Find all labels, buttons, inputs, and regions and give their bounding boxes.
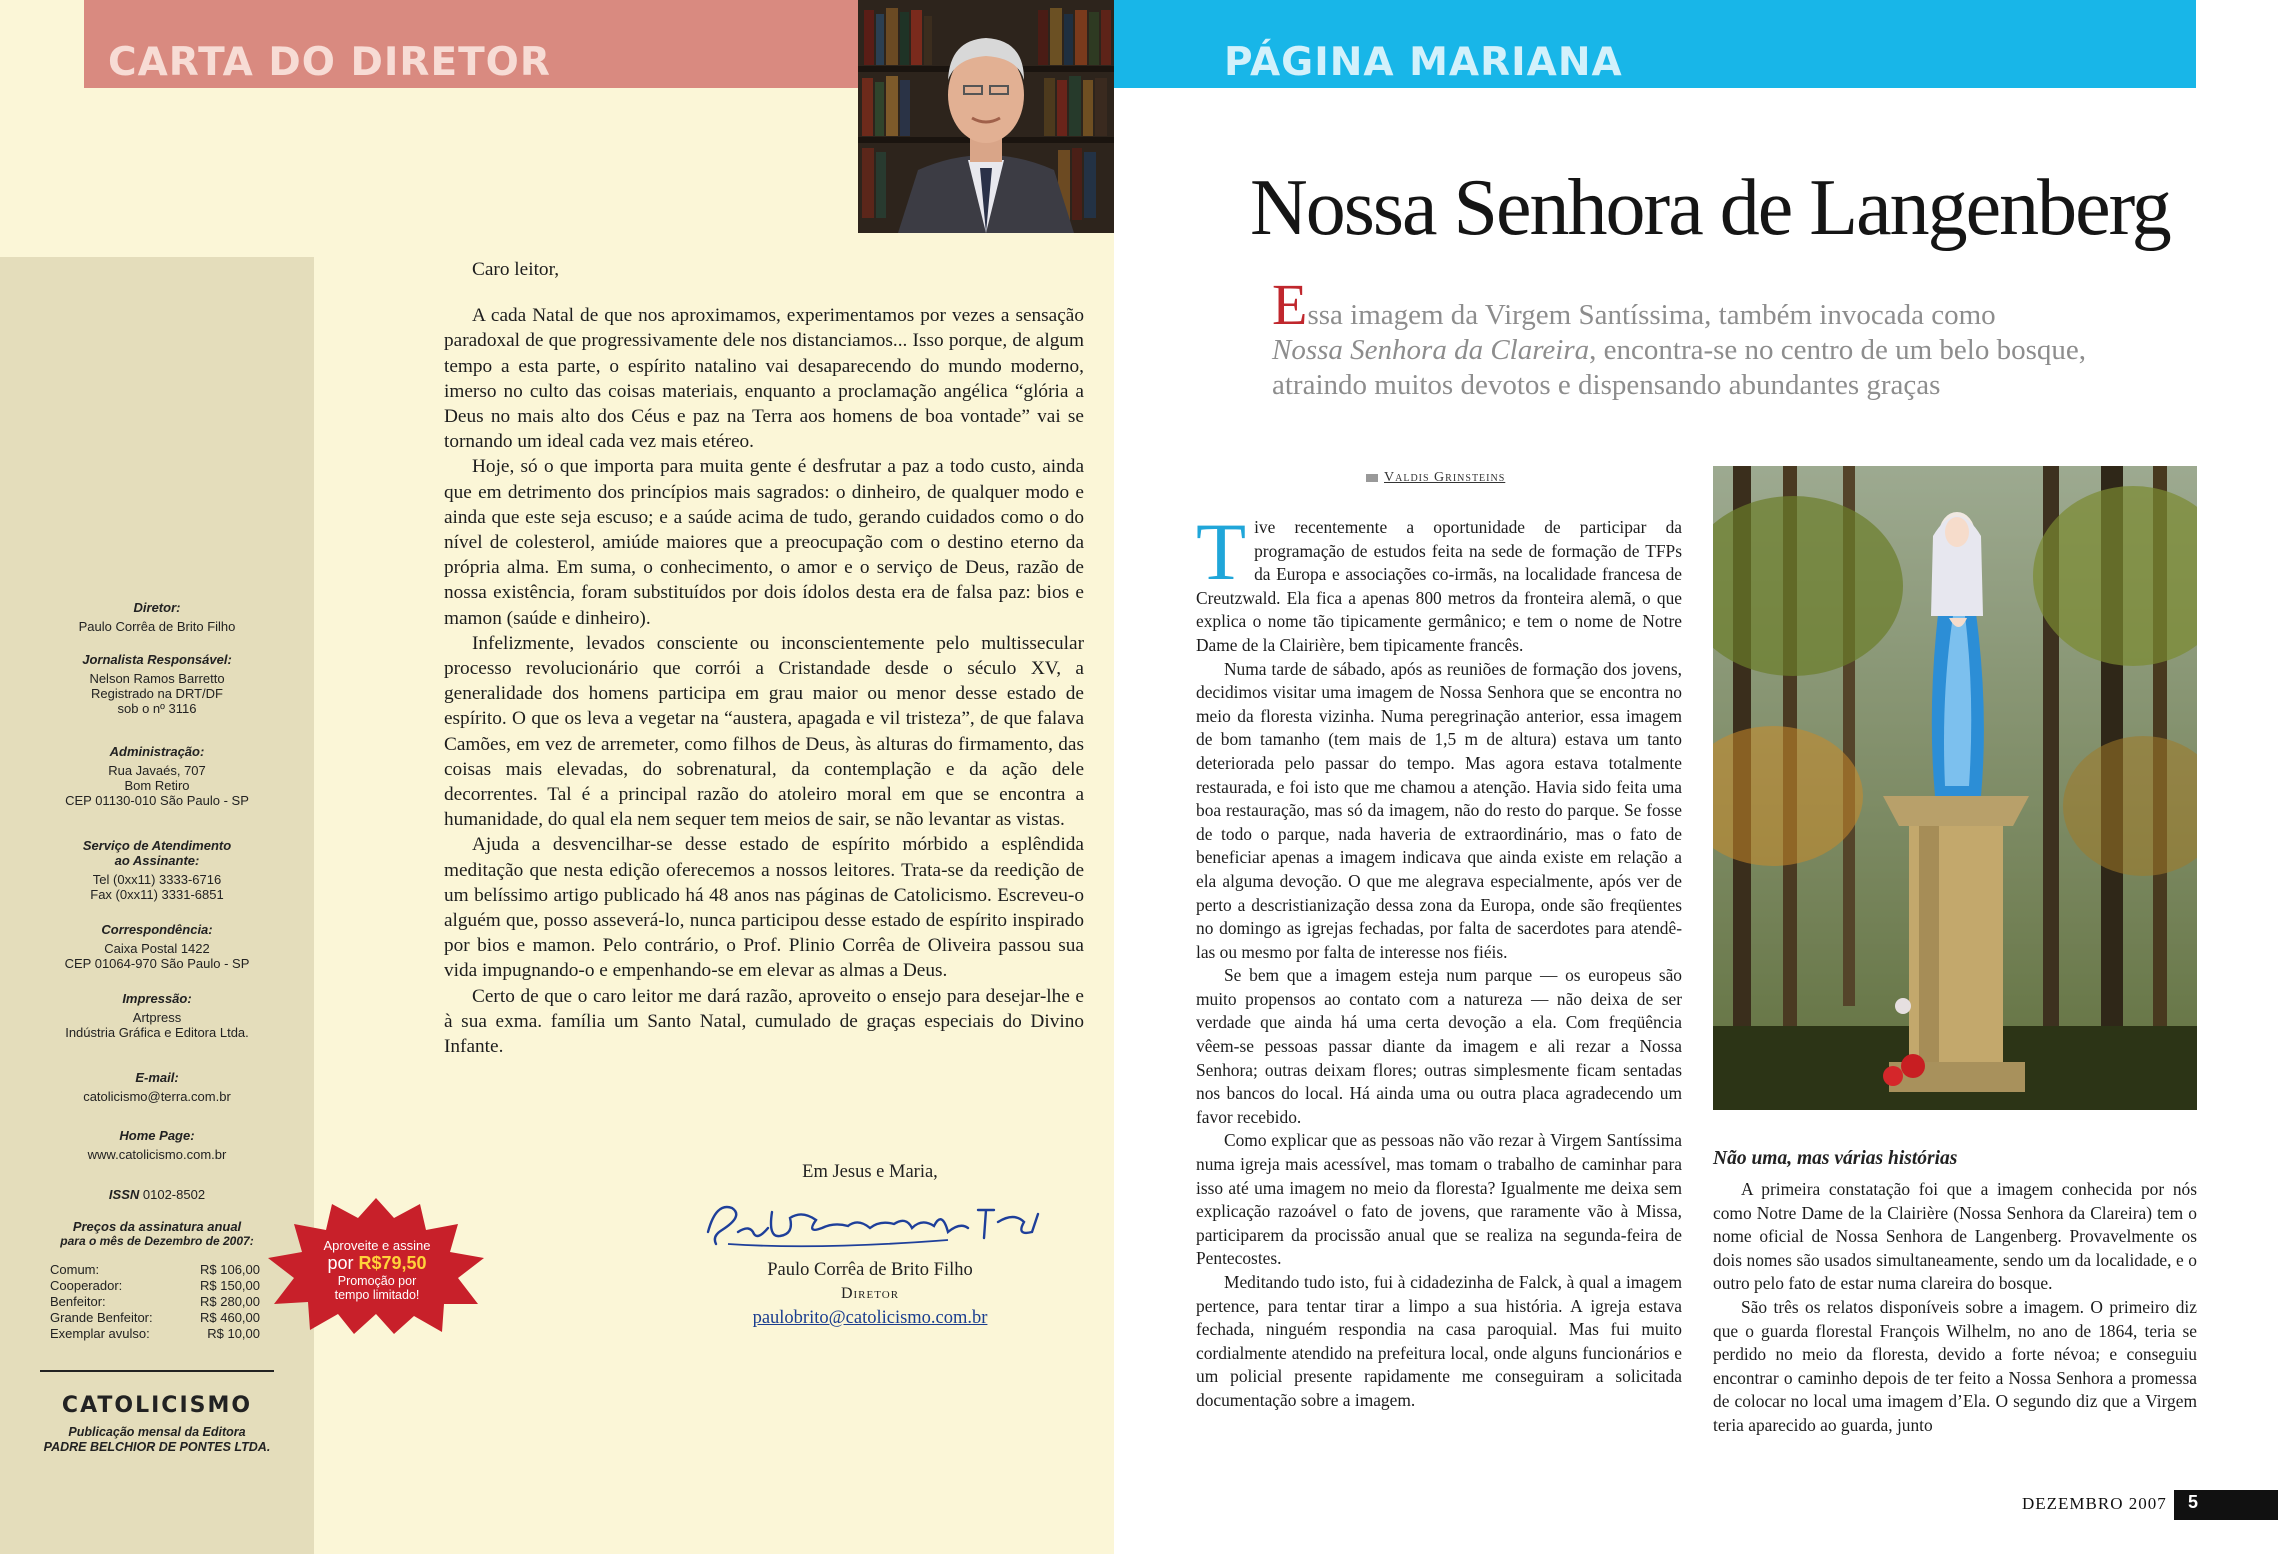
author-name: Valdis Grinsteins <box>1384 470 1506 485</box>
admin-line: CEP 01130-010 São Paulo - SP <box>65 793 249 808</box>
article-title: Nossa Senhora de Langenberg <box>1250 164 2170 252</box>
admin-line: Rua Javaés, 707 <box>108 763 206 778</box>
signer-name: Paulo Corrêa de Brito Filho <box>767 1260 973 1280</box>
administracao-label: Administração: <box>109 744 205 759</box>
corresp-line: Caixa Postal 1422 <box>104 941 210 956</box>
price-row: Benfeitor: R$ 280,00 <box>50 1294 260 1309</box>
price-row: Grande Benfeitor: R$ 460,00 <box>50 1310 260 1325</box>
promo-price: R$79,50 <box>358 1253 427 1273</box>
section-title-carta: CARTA DO DIRETOR <box>108 40 551 85</box>
masthead-servico <box>0 838 314 902</box>
jornalista-line: sob o nº 3116 <box>117 701 197 716</box>
signer-title: Diretor <box>840 1285 900 1302</box>
impressao-label: Impressão: <box>122 991 192 1006</box>
article-column-1 <box>1196 506 1682 1413</box>
section-title-mariana: PÁGINA MARIANA <box>1224 40 1623 85</box>
jornalista-line: Nelson Ramos Barretto <box>89 671 225 686</box>
price-row: Exemplar avulso: R$ 10,00 <box>50 1326 260 1341</box>
promo-line: Promoção por <box>337 1274 417 1288</box>
jornalista-line: Registrado na DRT/DF <box>91 686 223 701</box>
promo-price-line: por R$79,50 <box>327 1253 427 1273</box>
lead-italic: Nossa Senhora da Clareira <box>1272 334 1590 366</box>
masthead-jornalista <box>0 652 314 716</box>
masthead-email <box>0 1070 314 1104</box>
corresp-line: CEP 01064-970 São Paulo - SP <box>64 956 250 971</box>
letter-closing: Em Jesus e Maria, <box>802 1162 938 1182</box>
letter-paragraph: Hoje, só o que importa para muita gente é desfrutar a paz a todo custo, ainda que em detrimento dos princípios mais sagrados: o dinheiro, de qualquer modo e ainda que este seja escuso; e a saúde acima de tudo, gerando cuidados como o do nível de colesterol, amiúde maiores que a preocupação com o destino eterno da própria alma. Em suma, o conhecimento, o amor e o serviço de Deus, razão de nossa existência, foram substituídos por dois ídolos desta era de falsa paz: bios e mamon (saúde e dinheiro). <box>444 456 1084 629</box>
precos-label: para o mês de Dezembro de 2007: <box>60 1234 254 1248</box>
email-label: E-mail: <box>135 1070 179 1085</box>
article-subhead: Não uma, mas várias histórias <box>1713 1148 1958 1169</box>
price-table <box>50 1262 260 1342</box>
letter-signer <box>700 1258 1040 1330</box>
issn-value: 0102-8502 <box>142 1187 206 1202</box>
statue-photo <box>1713 466 2197 1110</box>
article-byline <box>1366 470 1505 486</box>
email-address: catolicismo@terra.com.br <box>83 1089 231 1104</box>
article-paragraph: São três os relatos disponíveis sobre a imagem. O primeiro diz que o guarda florestal François Wilhelm, no ano de 1864, teria se perdido no meio da floresta, devido a forte névoa; e conseguiu encontrar o caminho depois de ter feito a Nossa Senhora a promessa de colocar no local uma imagem d’Ela. O segundo diz que a Virgem teria aparecido ao guarda, junto <box>1713 1296 2197 1435</box>
letter-paragraph: Certo de que o caro leitor me dará razão, aproveito o ensejo para desejar-lhe e à sua exma. família um Santo Natal, cumulado de graças especiais do Divino Infante. <box>444 985 1084 1058</box>
letter-paragraph: Infelizmente, levados consciente ou inconscientemente pelo multissecular processo revolucionário que corrói a Cristandade desde o século XV, a generalidade dos homens participa em grau maior ou menor desse estado de espírito. O que os leva a vegetar na “austera, apagada e vil tristeza”, de que falava Camões, em vez de arremeter, como filhos de Deus, às alturas do firmamento, das coisas mais elevadas, do sobrenatural, da contemplação e da ação dele decorrentes. Tal é a principal razão do atoleiro moral em que se encontra a humanidade, do qual ela nem sequer tem meios de sair, se não levantar as vistas. <box>444 632 1084 831</box>
article-paragraph: Numa tarde de sábado, após as reuniões de formação dos jovens, decidimos visitar uma imagem de Nossa Senhora que se encontra no meio da floresta vizinha. Numa peregrinação anterior, essa imagem de bom tamanho (tem mais de 1,5 m de altura) estava um tanto deteriorada pelo passar do tempo. Mas agora estava totalmente restaurada, e foi isto que me chamou a atenção. Havia sido feita uma boa restauração, mas só da imagem, não do resto do parque. Se fosse de todo o parque, nada haveria de extraordinário, mas o fato de beneficiar apenas a imagem indicava que ainda existe em relação a ela alguma devoção. O que me alegrava especialmente, após ver de perto a descristianização dessa zona da Europa, onde são freqüentes no domingo as igrejas fechadas, por falta de sacerdotes para atendê-las ou mesmo por falta de interesse nos fiéis. <box>1196 658 1682 962</box>
letter-paragraph: Ajuda a desvencilhar-se desse estado de espírito mórbido a esplêndida meditação que nesta edição oferecemos a nossos leitores. Trata-se da reedição de um belíssimo artigo publicado há 48 anos nas páginas de Catolicismo. Escreveu-o alguém que, posso asseverá-lo, nunca participou desse estado de espírito inspirado por bios e mamon. Pelo contrário, o Prof. Plinio Corrêa de Oliveira passou sua vida impugnando-o e empenhando-se em elevar as almas a Deus. <box>444 834 1084 982</box>
admin-line: Bom Retiro <box>124 778 190 793</box>
servico-label: ao Assinante: <box>114 853 200 868</box>
masthead-correspondencia <box>0 922 314 971</box>
masthead-diretor <box>0 600 314 634</box>
homepage-label: Home Page: <box>119 1128 195 1143</box>
masthead-sidebar <box>0 257 314 1554</box>
issn-label: ISSN <box>108 1187 140 1202</box>
promo-text[interactable] <box>302 1238 452 1302</box>
servico-fax: Fax (0xx11) 3331-6851 <box>90 887 224 902</box>
diretor-name: Paulo Corrêa de Brito Filho <box>78 619 236 634</box>
correspondencia-label: Correspondência: <box>101 922 213 937</box>
publisher-line: Publicação mensal da Editora PADRE BELCHIOR DE PONTES LTDA. <box>43 1425 271 1454</box>
price-row: Cooperador: R$ 150,00 <box>50 1278 260 1293</box>
letter-greeting: Caro leitor, <box>472 259 560 280</box>
precos-label: Preços da assinatura anual <box>72 1219 242 1234</box>
handwritten-signature <box>698 1188 1048 1260</box>
article-paragraph: Como explicar que as pessoas não vão rezar à Virgem Santíssima numa igreja mais acessível, mas tomam o trabalho de caminhar para isso até uma imagem no meio da floresta? Igualmente me deixa sem explicação razoável o fato de jovens, que raramente vão à Missa, participarem da procissão anual que se realiza na segunda-feira de Pentecostes. <box>1196 1130 1682 1269</box>
promo-line: Aproveite e assine <box>323 1238 431 1253</box>
director-letter <box>444 257 1084 1059</box>
article-lead: Essa imagem da Virgem Santíssima, também invocada como Nossa Senhora da Clareira, encontra-se no centro de um belo bosque, atraindo muitos devotos e dispensando abundantes graças <box>1272 272 2087 401</box>
footer-issue-date: DEZEMBRO 2007 <box>2022 1494 2167 1513</box>
servico-phone: Tel (0xx11) 3333-6716 <box>92 872 222 887</box>
article-paragraph: Se bem que a imagem esteja num parque — os europeus são muito propensos ao contato com a natureza — não deixa de ser verdade que ainda há uma certa devoção a ela. Com freqüência vêem-se pessoas passar diante da imagem e ali rezar a Nossa Senhora; outras deixam flores; outras simplesmente ficam sentadas nos bancos do local. Há ainda uma ou outra placa agradecendo um favor recebido. <box>1196 965 1682 1127</box>
article-dropcap: T <box>1196 506 1247 597</box>
article-paragraph: A primeira constatação foi que a imagem conhecida por nós como Notre Dame de la Clairière (Nossa Senhora da Clareira) tem o nome oficial de Nossa Senhora de Langenberg. Provavelmente os dois nomes são usados simultaneamente, sendo um da localidade, e o outro pelo fato de estar numa clareira do bosque. <box>1713 1179 2197 1294</box>
servico-label: Serviço de Atendimento <box>82 838 232 853</box>
magazine-brand: CATOLICISMO <box>61 1393 253 1418</box>
promo-line: tempo limitado! <box>334 1288 420 1302</box>
signer-email-link[interactable]: paulobrito@catolicismo.com.br <box>752 1308 988 1328</box>
article-paragraph: Tive recentemente a oportunidade de participar da programação de estudos feita na sede de formação de TFPs da Europa e associações co-irmãs, na localidade francesa de Creutzwald. Ela fica a apenas 800 metros da fronteira alemã, o que explica o nome tão tipicamente germânico; e tem o nome de Notre Dame de la Clairière, bem tipicamente francês. <box>1196 506 1682 655</box>
diretor-label: Diretor: <box>133 600 181 615</box>
masthead-homepage <box>0 1128 314 1162</box>
lead-dropcap: E <box>1272 272 1308 337</box>
director-portrait <box>858 0 1114 233</box>
impressao-line: Artpress <box>132 1010 182 1025</box>
masthead-administracao <box>0 744 314 808</box>
masthead-impressao <box>0 991 314 1040</box>
impressao-line: Indústria Gráfica e Editora Ltda. <box>65 1025 249 1040</box>
letter-paragraph: A cada Natal de que nos aproximamos, experimentamos por vezes a sensação paradoxal de que progressivamente dele nos distanciamos... Isso porque, de algum tempo a esta parte, o espírito natalino vai desaparecendo do mundo moderno, imerso no culto das coisas materiais, enquanto a proclamação angélica “glória a Deus no mais alto dos Céus e paz na Terra aos homens de boa vontade” vai se tornando um ideal cada vez mais etéreo. <box>444 305 1084 453</box>
article-paragraph: Meditando tudo isto, fui à cidadezinha de Falck, à qual a imagem pertence, para tentar tirar a limpo a sua história. A igreja estava fechada, ninguém respondia na casa paroquial. Mas fui muito cordialmente atendido na prefeitura local, onde alguns funcionários e um policial presente rapidamente me conseguiram a solicitada documentação sobre a imagem. <box>1196 1272 1682 1410</box>
page-number: 5 <box>2188 1492 2199 1512</box>
jornalista-label: Jornalista Responsável: <box>82 652 232 667</box>
price-row: Comum: R$ 106,00 <box>50 1262 260 1277</box>
homepage-url: www.catolicismo.com.br <box>87 1147 227 1162</box>
article-column-2 <box>1713 1178 2197 1438</box>
divider <box>40 1370 274 1372</box>
